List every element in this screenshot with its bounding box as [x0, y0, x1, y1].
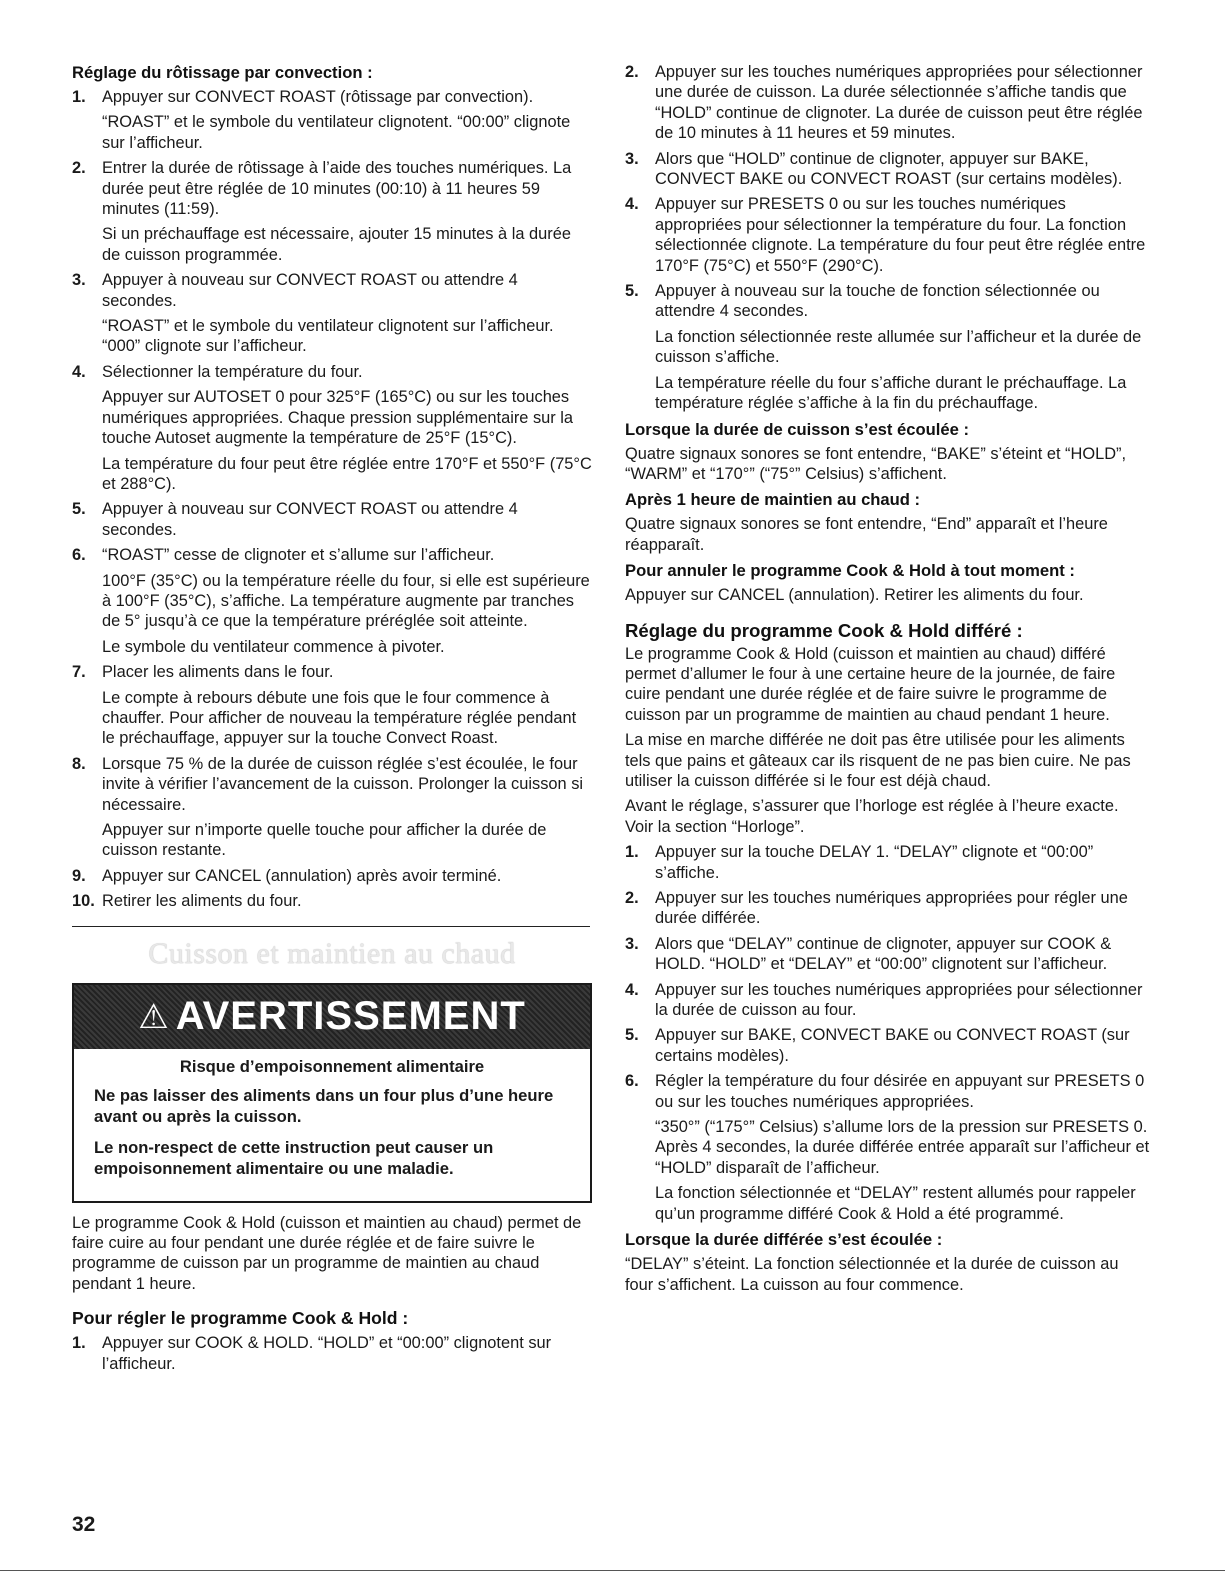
step-paragraph: Régler la température du four désirée en appuyant sur PRESETS 0 ou sur les touches numériques appropriées.: [655, 1072, 1145, 1111]
step-item: [72, 891, 592, 916]
step-paragraph: “ROAST” et le symbole du ventilateur clignotent. “00:00” clignote sur l’afficheur.: [102, 113, 571, 152]
step-body: [655, 980, 1150, 1026]
step-body: [102, 362, 592, 499]
step-paragraph: Appuyer à nouveau sur CONVECT ROAST ou attendre 4 secondes.: [102, 271, 518, 310]
step-number: 1.: [72, 88, 86, 106]
step-paragraph: Appuyer sur PRESETS 0 ou sur les touches numériques appropriées pour sélectionner la température du four. La fonction sélectionnée clignote. La température du four peut être réglée entre 170°F (75°C) et 550°F (290°C).: [655, 195, 1146, 275]
step-number: 5.: [625, 1026, 639, 1045]
section-divider: [72, 926, 590, 927]
step-number: 6.: [72, 546, 86, 565]
step-item: [625, 842, 1150, 888]
warning-box: [72, 983, 592, 1203]
step-item: [625, 888, 1150, 934]
step-body: [655, 934, 1150, 980]
cook-hold-steps-right: [625, 62, 1150, 419]
step-number: 1.: [625, 843, 639, 862]
step-paragraph: Entrer la durée de rôtissage à l’aide des touches numériques. La durée peut être réglée de 10 minutes (00:10) à 11 heures 59 minutes (11:59).: [102, 159, 572, 219]
step-paragraph: La température du four peut être réglée entre 170°F et 550°F (75°C et 288°C).: [102, 454, 592, 493]
step-paragraph: Appuyer sur les touches numériques appropriées pour sélectionner la durée de cuisson au four.: [655, 980, 1143, 1020]
elapsed-heading: Lorsque la durée de cuisson s’est écoulée :: [625, 419, 969, 439]
step-body: [655, 281, 1150, 418]
step-number: 6.: [625, 1072, 639, 1091]
step-paragraph: Si un préchauffage est nécessaire, ajouter 15 minutes à la durée de cuisson programmée.: [102, 225, 571, 264]
step-paragraph: Retirer les aliments du four.: [102, 892, 302, 911]
step-number: 8.: [72, 754, 86, 773]
step-item: [72, 1333, 592, 1379]
step-number: 4.: [625, 195, 639, 214]
step-item: [72, 362, 592, 499]
step-paragraph: Appuyer sur COOK & HOLD. “HOLD” et “00:00” clignotent sur l’afficheur.: [102, 1334, 552, 1373]
step-body: [102, 270, 592, 362]
step-item: [72, 545, 592, 662]
step-body: [655, 149, 1150, 195]
step-paragraph: Appuyer sur BAKE, CONVECT BAKE ou CONVECT ROAST (sur certains modèles).: [655, 1026, 1130, 1065]
delay-intro: [625, 644, 1150, 838]
right-column: [625, 62, 1150, 1300]
step-paragraph: Lorsque 75 % de la durée de cuisson réglée s’est écoulée, le four invite à vérifier l’avancement de la cuisson. Prolonger la cuisson si nécessaire.: [102, 754, 584, 814]
step-body: [655, 888, 1150, 934]
step-paragraph: Alors que “HOLD” continue de clignoter, appuyer sur BAKE, CONVECT BAKE ou CONVECT ROAST (sur certains modèles).: [655, 149, 1123, 189]
step-paragraph: Sélectionner la température du four.: [102, 362, 363, 381]
warning-content: [74, 1049, 590, 1201]
paragraph: Avant le réglage, s’assurer que l’horloge est réglée à l’heure exacte. Voir la section “Horloge”.: [625, 797, 1119, 836]
step-item: [72, 662, 592, 754]
warning-banner-label: AVERTISSEMENT: [175, 994, 526, 1039]
cook-hold-steps-left: [72, 1333, 592, 1379]
convect-roast-steps: [72, 87, 592, 917]
step-item: [625, 1025, 1150, 1071]
step-number: 10.: [72, 892, 95, 911]
step-body: [102, 662, 592, 754]
step-item: [625, 194, 1150, 281]
step-number: 3.: [625, 149, 639, 168]
step-item: [72, 754, 592, 866]
warning-line-1: Ne pas laisser des aliments dans un four plus d’une heure avant ou après la cuisson.: [94, 1085, 554, 1126]
cook-hold-intro: Le programme Cook & Hold (cuisson et maintien au chaud) permet de faire cuire au four pendant une durée réglée et de faire suivre le programme de cuisson par un programme de maintien au chaud pendant 1 heure.: [72, 1213, 582, 1293]
step-number: 2.: [625, 63, 639, 81]
step-paragraph: Appuyer sur CONVECT ROAST (rôtissage par convection).: [102, 88, 534, 106]
step-body: [655, 1071, 1150, 1229]
paragraph: Le programme Cook & Hold (cuisson et maintien au chaud) différé permet d’allumer le four à une certaine heure de la journée, de faire cuire pendant une durée réglée et de faire suivre le programme de cuisson par un programme de maintien au chaud pendant 1 heure.: [625, 644, 1116, 724]
step-body: [102, 891, 592, 916]
step-item: [625, 62, 1150, 149]
step-paragraph: Appuyer sur la touche DELAY 1. “DELAY” clignote et “00:00” s’affiche.: [655, 843, 1094, 882]
step-paragraph: Alors que “DELAY” continue de clignoter, appuyer sur COOK & HOLD. “HOLD” et “DELAY” et “00:00” clignotent sur l’afficheur.: [655, 934, 1112, 974]
step-body: [102, 1333, 592, 1379]
delay-heading: Réglage du programme Cook & Hold différé :: [625, 619, 1023, 641]
step-body: [102, 545, 592, 662]
step-body: [102, 866, 592, 891]
cancel-text: Appuyer sur CANCEL (annulation). Retirer les aliments du four.: [625, 586, 1084, 605]
cook-hold-heading: Pour régler le programme Cook & Hold :: [72, 1308, 409, 1329]
step-paragraph: Appuyer sur CANCEL (annulation) après avoir terminé.: [102, 866, 502, 885]
step-paragraph: “ROAST” et le symbole du ventilateur clignotent sur l’afficheur. “000” clignote sur l’afficheur.: [102, 317, 554, 356]
step-number: 4.: [72, 362, 86, 381]
delay-elapsed-heading: Lorsque la durée différée s’est écoulée :: [625, 1230, 943, 1250]
step-number: 5.: [72, 500, 86, 519]
step-item: [72, 87, 592, 158]
step-item: [625, 980, 1150, 1026]
delay-steps: [625, 842, 1150, 1229]
step-number: 9.: [72, 866, 86, 885]
step-body: [102, 754, 592, 866]
step-paragraph: “350°” (“175°” Celsius) s’allume lors de la pression sur PRESETS 0. Après 4 secondes, la durée différée entrée apparaît sur l’afficheur et “HOLD” disparaît de l’afficheur.: [655, 1118, 1150, 1177]
after-hour-heading: Après 1 heure de maintien au chaud :: [625, 490, 921, 510]
paragraph: La mise en marche différée ne doit pas être utilisée pour les aliments tels que pains et gâteaux car ils risquent de ne pas bien cuire. Ne pas utiliser la cuisson différée si le four est déjà chaud.: [625, 731, 1131, 790]
step-number: 2.: [72, 159, 86, 178]
step-paragraph: Appuyer sur n’importe quelle touche pour afficher la durée de cuisson restante.: [102, 821, 547, 860]
step-number: 2.: [625, 889, 639, 907]
step-paragraph: “ROAST” cesse de clignoter et s’allume sur l’afficheur.: [102, 546, 495, 565]
step-paragraph: Appuyer sur les touches numériques appropriées pour régler une durée différée.: [655, 889, 1128, 928]
warning-banner: [74, 985, 590, 1049]
step-paragraph: Le compte à rebours débute une fois que le four commence à chauffer. Pour afficher de nouveau la température réglée pendant le préchauffage, appuyer sur la touche Convect Roast.: [102, 688, 577, 748]
step-number: 4.: [625, 980, 639, 999]
step-paragraph: Appuyer sur les touches numériques appropriées pour sélectionner une durée de cuisson. La durée sélectionnée s’affiche tandis que “HOLD” continue de clignoter. La durée de cuisson peut être réglée de 10 minutes à 11 heures et 59 minutes.: [655, 63, 1143, 143]
step-paragraph: Appuyer à nouveau sur la touche de fonction sélectionnée ou attendre 4 secondes.: [655, 282, 1100, 321]
footer-rule: [0, 1570, 1225, 1571]
step-body: [655, 842, 1150, 888]
step-number: 5.: [625, 282, 639, 301]
step-item: [625, 149, 1150, 195]
page-number: 32: [72, 1513, 96, 1536]
step-body: [102, 158, 592, 270]
step-body: [655, 62, 1150, 149]
after-hour-text: Quatre signaux sonores se font entendre, “End” apparaît et l’heure réapparaît.: [625, 515, 1108, 554]
step-body: [655, 194, 1150, 281]
step-paragraph: La fonction sélectionnée et “DELAY” restent allumés pour rappeler qu’un programme différé Cook & Hold a été programmé.: [655, 1184, 1136, 1223]
step-item: [72, 158, 592, 270]
step-item: [625, 1071, 1150, 1229]
step-number: 7.: [72, 663, 86, 682]
step-paragraph: La fonction sélectionnée reste allumée sur l’afficheur et la durée de cuisson s’affiche.: [655, 327, 1142, 367]
step-number: 3.: [625, 934, 639, 953]
step-paragraph: Le symbole du ventilateur commence à pivoter.: [102, 637, 445, 656]
step-body: [102, 499, 592, 545]
left-column: [72, 62, 592, 1379]
delay-elapsed-text: “DELAY” s’éteint. La fonction sélectionnée et la durée de cuisson au four s’affichent. La cuisson au four commence.: [625, 1255, 1119, 1294]
step-paragraph: 100°F (35°C) ou la température réelle du four, si elle est supérieure à 100°F (35°C), s’affiche. La température augmente par tranches de 5° jusqu’à ce que la température préréglée soit atteinte.: [102, 571, 590, 631]
warning-triangle-icon: ⚠: [138, 997, 170, 1036]
step-item: [72, 499, 592, 545]
cancel-heading: Pour annuler le programme Cook & Hold à tout moment :: [625, 561, 1075, 581]
step-item: [625, 281, 1150, 418]
section-title: Cuisson et maintien au chaud: [148, 936, 516, 970]
warning-risk: Risque d’empoisonnement alimentaire: [179, 1056, 485, 1076]
step-paragraph: Appuyer sur AUTOSET 0 pour 325°F (165°C) ou sur les touches numériques appropriées. Chaque pression supplémentaire sur la touche Autoset augmente la température de 25°F (15°C).: [102, 388, 574, 448]
step-paragraph: Placer les aliments dans le four.: [102, 663, 334, 682]
step-body: [102, 87, 592, 158]
step-paragraph: Appuyer à nouveau sur CONVECT ROAST ou attendre 4 secondes.: [102, 500, 518, 539]
warning-line-2: Le non-respect de cette instruction peut causer un empoisonnement alimentaire ou une maladie.: [94, 1137, 494, 1178]
step-item: [625, 934, 1150, 980]
step-paragraph: La température réelle du four s’affiche durant le préchauffage. La température réglée s’affiche à la fin du préchauffage.: [655, 373, 1127, 413]
convect-roast-heading: Réglage du rôtissage par convection :: [72, 63, 373, 82]
elapsed-text: Quatre signaux sonores se font entendre, “BAKE” s’éteint et “HOLD”, “WARM” et “170°” (“75°” Celsius) s’affichent.: [625, 444, 1127, 483]
step-number: 3.: [72, 271, 86, 290]
step-number: 1.: [72, 1334, 86, 1353]
step-body: [655, 1025, 1150, 1071]
step-item: [72, 866, 592, 891]
step-item: [72, 270, 592, 362]
